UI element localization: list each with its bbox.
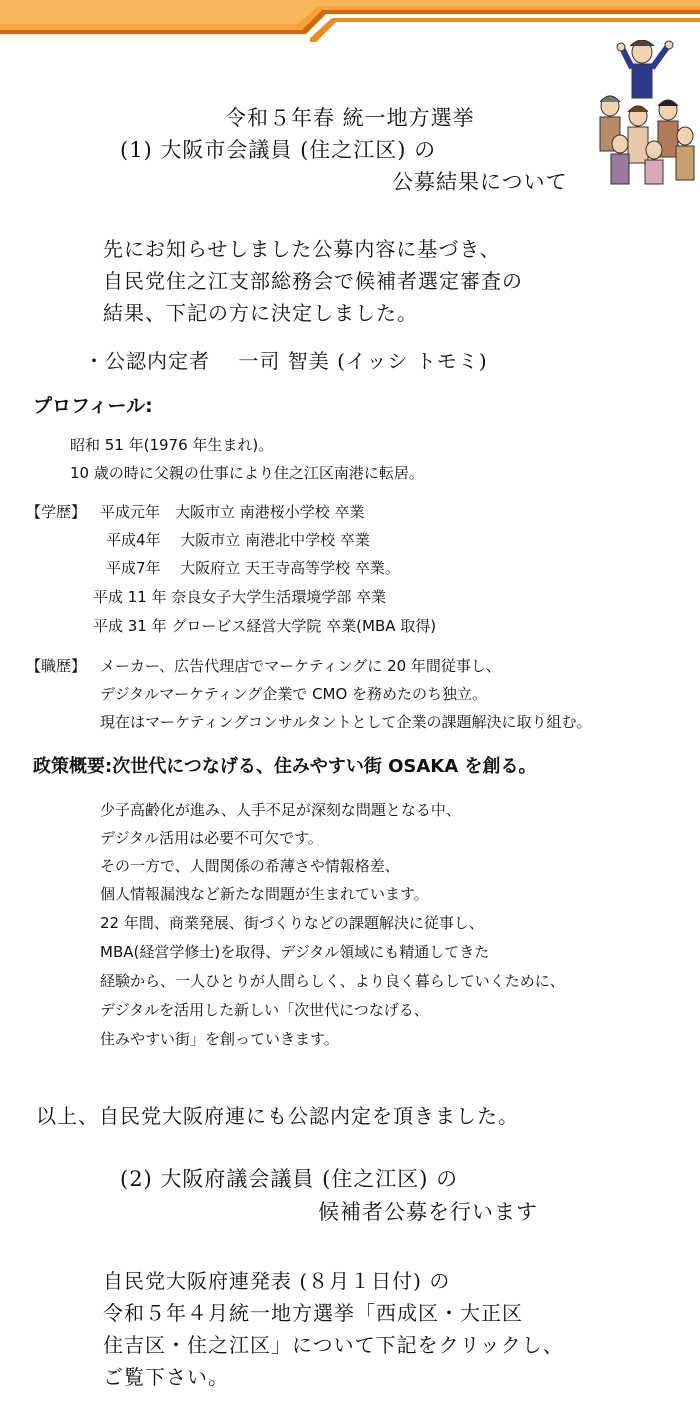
career-item: デジタルマーケティング企業で CMO を務めたのち独立。 <box>100 685 488 703</box>
policy-heading: 政策概要:次世代につなげる、住みやすい街 OSAKA を創る。 <box>33 756 537 777</box>
policy-line: 22 年間、商業発展、街づくりなどの課題解決に従事し、 <box>100 914 484 932</box>
section2-line: 自民党大阪府連発表 (８月１日付) の <box>103 1269 451 1293</box>
intro-line: 先にお知らせしました公募内容に基づき、 <box>103 237 501 261</box>
header-banner <box>0 0 700 42</box>
career-label: 【職歴】 <box>26 657 87 675</box>
profile-line: 10 歳の時に父親の仕事により住之江区南港に転居。 <box>70 464 424 482</box>
policy-line: 住みやすい街」を創っていきます。 <box>100 1030 339 1048</box>
career-item: 現在はマーケティングコンサルタントとして企業の課題解決に取り組む。 <box>100 713 592 731</box>
education-item: 平成元年 大阪市立 南港桜小学校 卒業 <box>100 503 365 521</box>
career-item: メーカー、広告代理店でマーケティングに 20 年間従事し、 <box>100 657 501 675</box>
closing-line: 以上、自民党大阪府連にも公認内定を頂きました。 <box>36 1104 519 1128</box>
section2-title-line2: 候補者公募を行います <box>318 1200 538 1224</box>
policy-line: 少子高齢化が進み、人手不足が深刻な問題となる中、 <box>100 801 461 819</box>
section2-line: 令和５年４月統一地方選挙「西成区・大正区 <box>103 1301 523 1325</box>
policy-line: MBA(経営学修士)を取得、デジタル領域にも精通してきた <box>100 943 490 961</box>
nominee-line: ・公認内定者 一司 智美 (イッシ トモミ) <box>84 349 488 373</box>
education-label: 【学歴】 <box>26 503 87 521</box>
policy-line: デジタル活用は必要不可欠です。 <box>100 829 323 847</box>
cheering-crowd-icon <box>590 40 700 185</box>
policy-line: その一方で、人間関係の希薄さや情報格差、 <box>100 857 400 875</box>
education-item: 平成 31 年 グロービス経営大学院 卒業(MBA 取得) <box>93 617 437 635</box>
intro-line: 自民党住之江支部総務会で候補者選定審査の <box>103 269 523 293</box>
education-item: 平成 11 年 奈良女子大学生活環境学部 卒業 <box>93 588 387 606</box>
intro-line: 結果、下記の方に決定しました。 <box>103 301 418 325</box>
section2-title-line1: (2) 大阪府議会議員 (住之江区) の <box>120 1167 459 1191</box>
profile-line: 昭和 51 年(1976 年生まれ)。 <box>70 436 274 454</box>
profile-heading: プロフィール: <box>33 395 153 417</box>
policy-line: 個人情報漏洩など新たな問題が生まれています。 <box>100 885 429 903</box>
education-item: 平成4年 大阪市立 南港北中学校 卒業 <box>106 531 370 549</box>
section2-line: 住吉区・住之江区」について下記をクリックし、 <box>103 1333 564 1357</box>
section1-title-line1: 令和５年春 統一地方選挙 <box>225 106 475 130</box>
section1-title-line3: 公募結果について <box>392 170 568 194</box>
policy-line: 経験から、一人ひとりが人間らしく、より良く暮らしていくために、 <box>100 972 565 990</box>
education-item: 平成7年 大阪府立 天王寺高等学校 卒業。 <box>106 559 400 577</box>
section1-title-line2: (1) 大阪市会議員 (住之江区) の <box>120 138 437 162</box>
policy-line: デジタルを活用した新しい「次世代につなげる、 <box>100 1001 429 1019</box>
section2-line: ご覧下さい。 <box>103 1365 229 1389</box>
